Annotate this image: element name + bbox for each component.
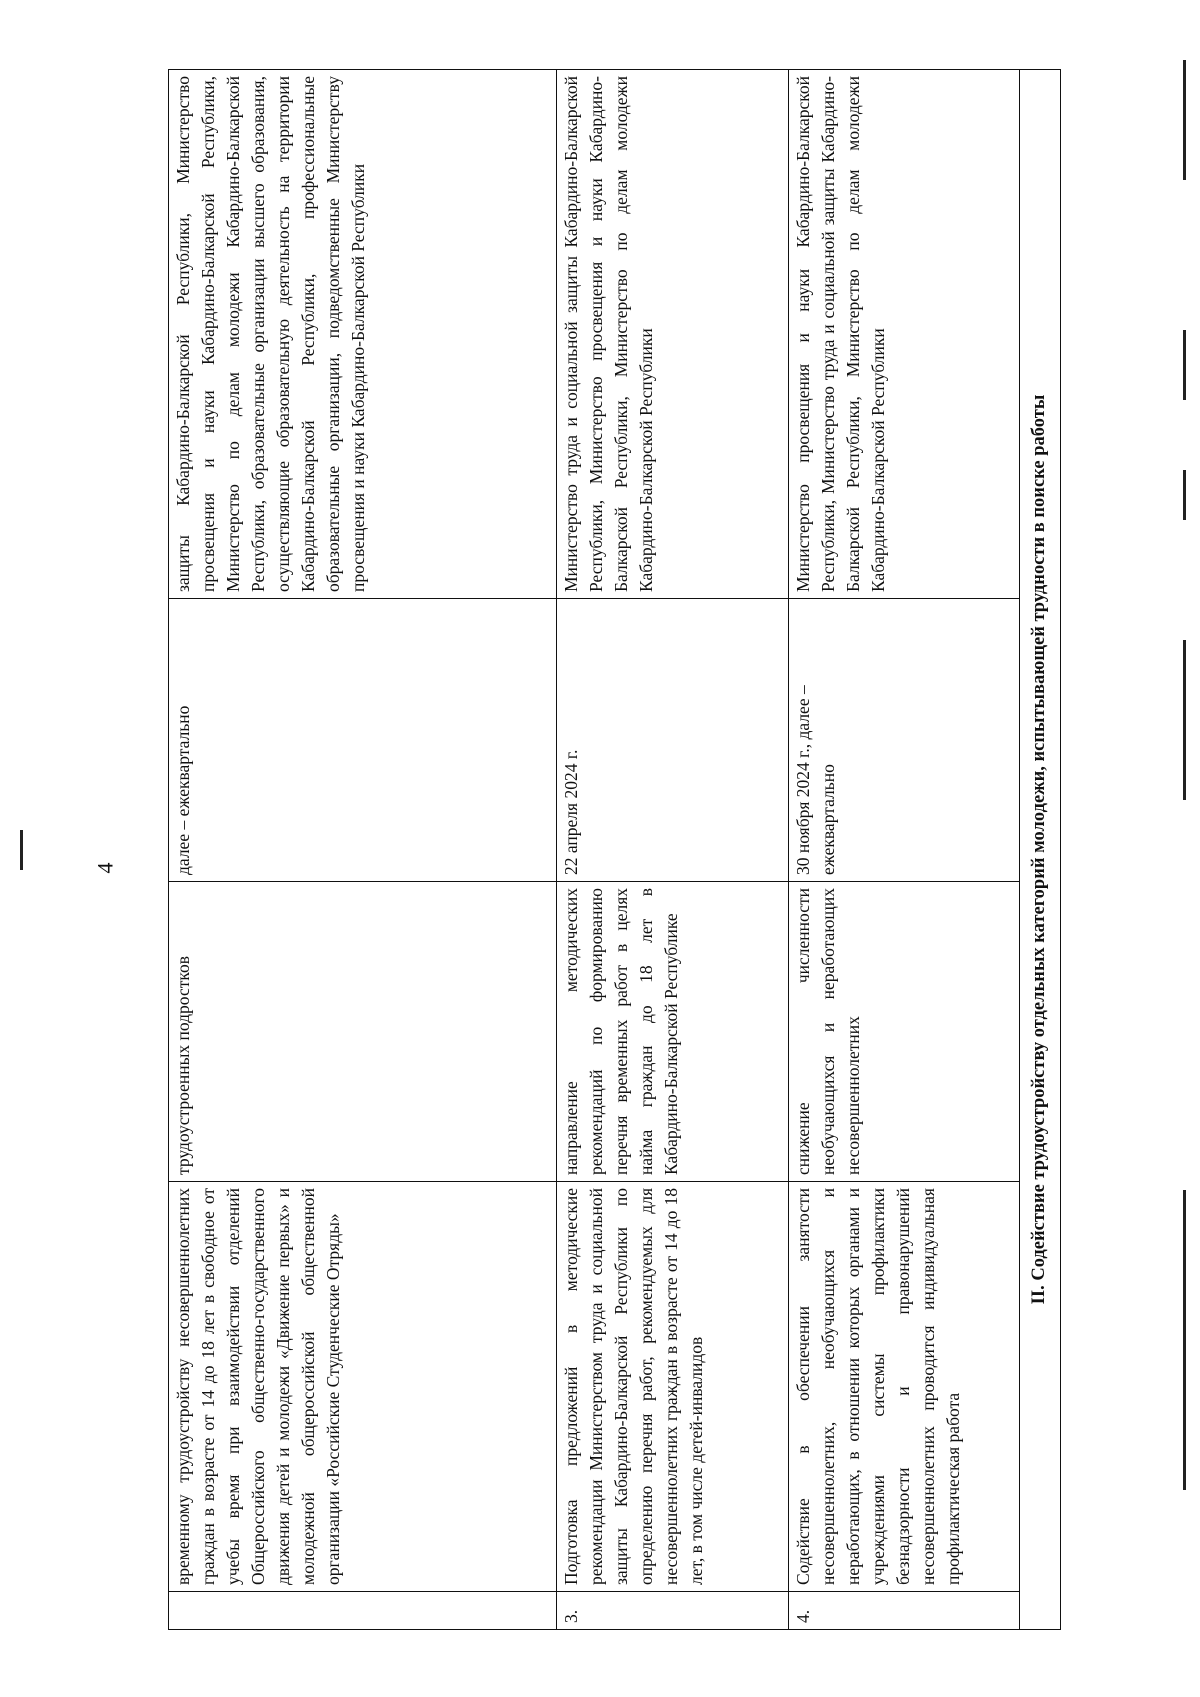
- scan-mark: [1183, 60, 1186, 180]
- result-cell: трудоустроенных подростков: [169, 882, 557, 1182]
- scan-mark: [1183, 640, 1186, 800]
- table-row: [169, 70, 557, 1630]
- event-cell: временному трудоустройству несовершеннолетних граждан в возрасте от 14 до 18 лет в свободное от учебы время при взаимодействии отделений Общероссийского общественно-государственного движения детей и молодежи «Движение первых» и молодежной общероссийской общественной организации «Российские Студенческие Отряды»: [169, 1182, 557, 1592]
- scan-mark: [1183, 330, 1186, 400]
- activities-table: [168, 69, 1061, 1630]
- table-row: [788, 70, 1019, 1630]
- result-cell: снижение численности необучающихся и неработающих несовершеннолетних: [788, 882, 1019, 1182]
- event-cell: Подготовка предложений в методические рекомендации Министерством труда и социальной защиты Кабардино-Балкарской Республики по определению перечня работ, рекомендуемых для несовершеннолетних граждан в возрасте от 14 до 18 лет, в том числе детей-инвалидов: [557, 1182, 788, 1592]
- section-heading: II. Содействие трудоустройству отдельных категорий молодежи, испытывающей трудности в поиске работы: [1019, 70, 1060, 1630]
- deadline-cell: далее – ежеквартально: [169, 599, 557, 882]
- scan-mark: [1183, 470, 1186, 520]
- page-number: 4: [92, 862, 118, 874]
- scan-mark: [1183, 1190, 1186, 1490]
- section-heading-row: [1019, 70, 1060, 1630]
- responsible-cell: Министерство труда и социальной защиты Кабардино-Балкарской Республики, Министерство просвещения и науки Кабардино-Балкарской Республики, Министерство по делам молодежи Кабардино-Балкарской Республики: [557, 70, 788, 599]
- rotated-table-wrapper: [168, 70, 1061, 1630]
- row-number: 4.: [788, 1592, 1019, 1630]
- row-number: [169, 1592, 557, 1630]
- responsible-cell: Министерство просвещения и науки Кабардино-Балкарской Республики, Министерство труда и социальной защиты Кабардино-Балкарской Республики, Министерство по делам молодежи Кабардино-Балкарской Республики: [788, 70, 1019, 599]
- responsible-cell: защиты Кабардино-Балкарской Республики, Министерство просвещения и науки Кабардино-Балкарской Республики, Министерство по делам молодежи Кабардино-Балкарской Республики, образовательные организации высшего образования, осуществляющие образовательную деятельность на территории Кабардино-Балкарской Республики, профессиональные образовательные организации, подведомственные Министерству просвещения и науки Кабардино-Балкарской Республики: [169, 70, 557, 599]
- scan-mark: [20, 830, 23, 870]
- event-cell: Содействие в обеспечении занятости несовершеннолетних, необучающихся и неработающих, в отношении которых органами и учреждениями системы профилактики безнадзорности и правонарушений несовершеннолетних проводится индивидуальная профилактическая работа: [788, 1182, 1019, 1592]
- row-number: 3.: [557, 1592, 788, 1630]
- deadline-cell: 22 апреля 2024 г.: [557, 599, 788, 882]
- result-cell: направление методических рекомендаций по формированию перечня временных работ в целях найма граждан до 18 лет в Кабардино-Балкарской Республике: [557, 882, 788, 1182]
- deadline-cell: 30 ноября 2024 г., далее – ежеквартально: [788, 599, 1019, 882]
- table-row: [557, 70, 788, 1630]
